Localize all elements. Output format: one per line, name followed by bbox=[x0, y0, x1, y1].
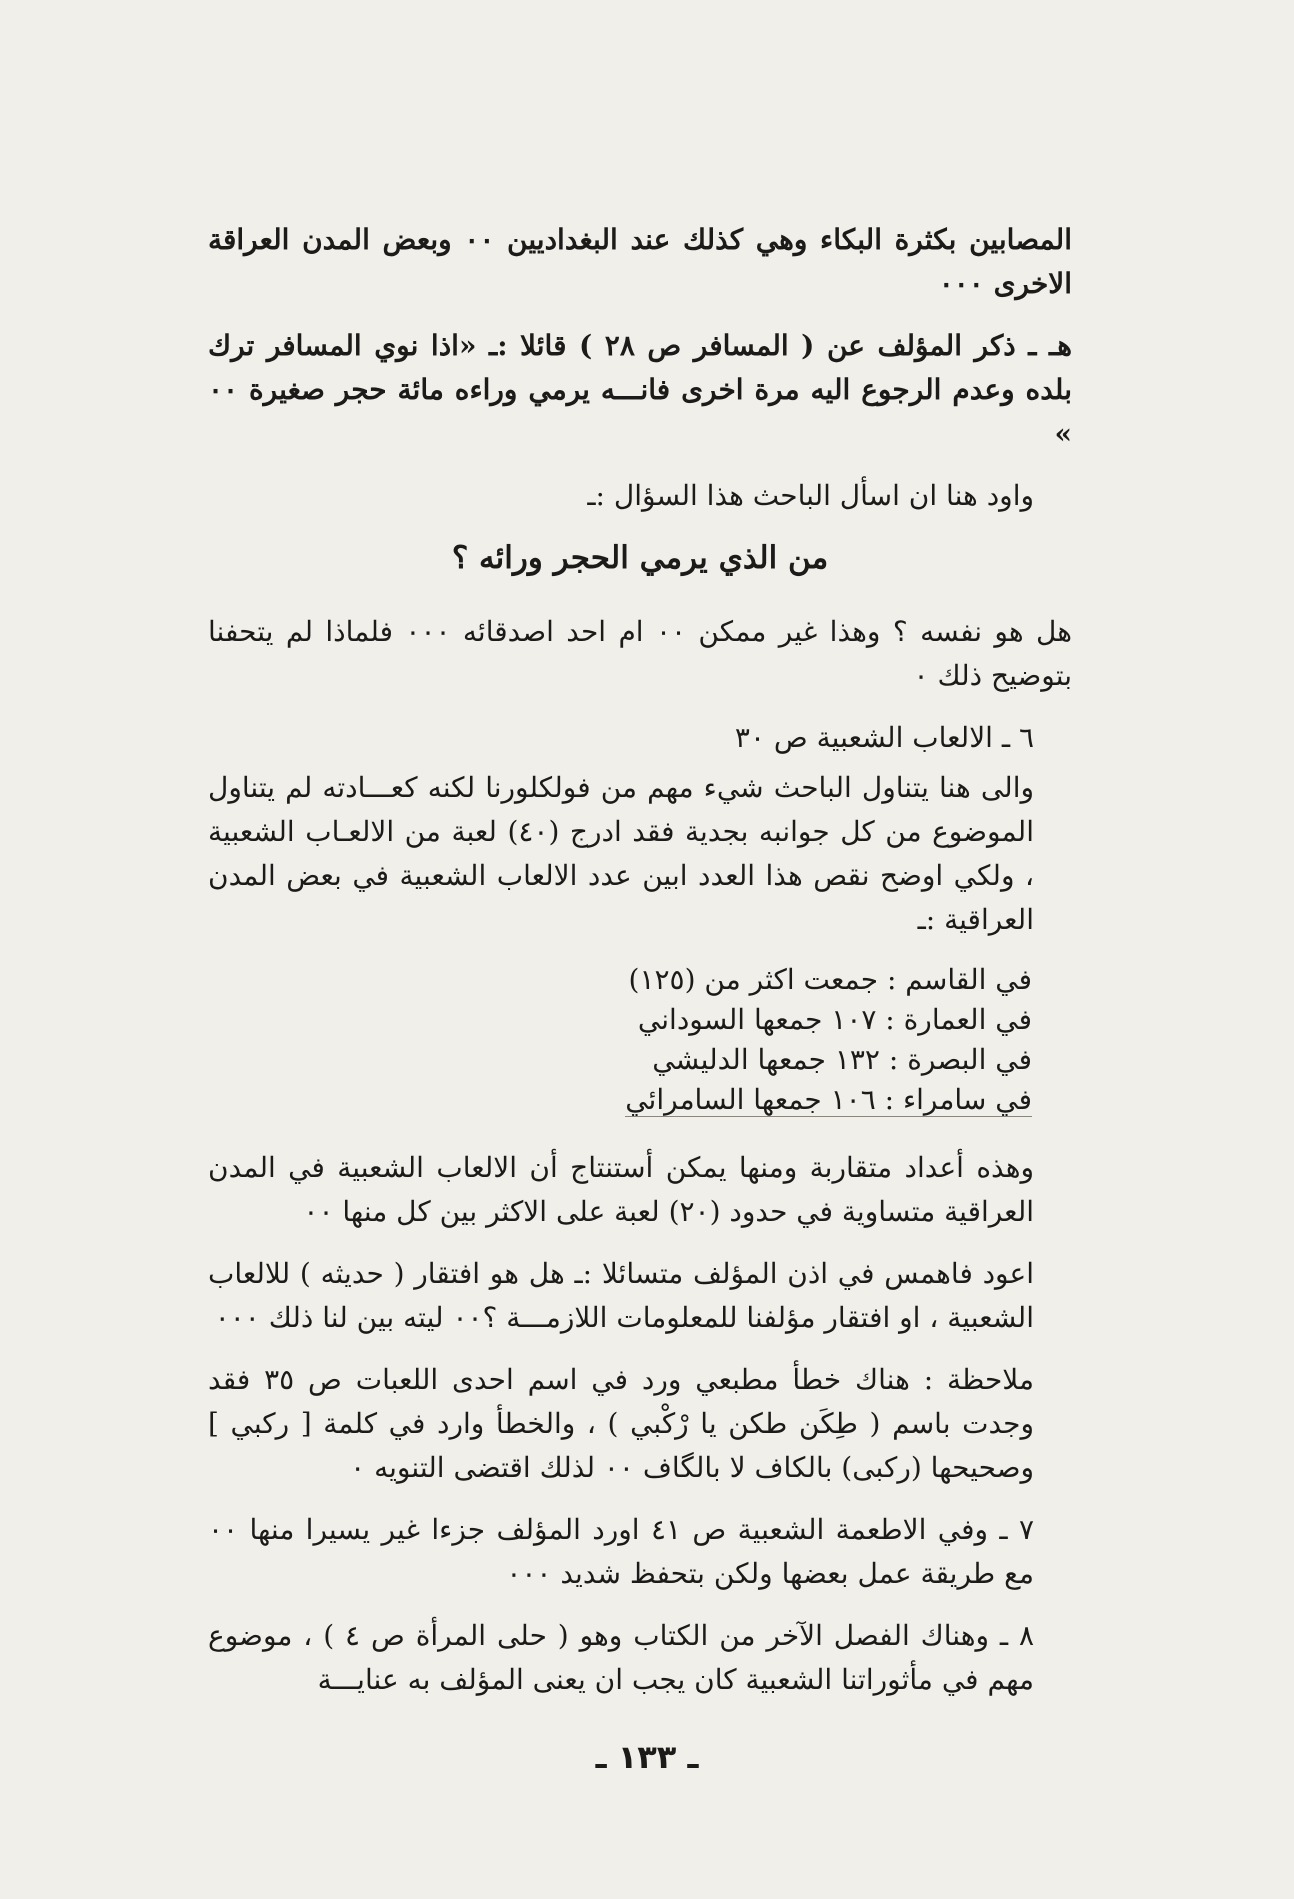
list-item: في البصرة : ١٣٢ جمعها الدليشي bbox=[652, 1043, 1032, 1076]
paragraph-9: ٧ ـ وفي الاطعمة الشعبية ص ٤١ اورد المؤلف جزءا غير يسيرا منها ٠٠ مع طريقة عمل بعضها ولكن بتحفظ شديد ٠٠٠ bbox=[208, 1513, 1034, 1590]
paragraph-2-quote: هـ ـ ذكر المؤلف عن ( المسافر ص ٢٨ ) قائلا :ـ «اذا نوي المسافر ترك بلده وعدم الرجوع اليه مرة اخرى فانـــه يرمي وراءه مائة حجر صغيرة ٠٠ » bbox=[208, 329, 1072, 450]
paragraph-6: وهذه أعداد متقاربة ومنها يمكن أستنتاج أن الالعاب الشعبية في المدن العراقية متساوية في حدود (٢٠) لعبة على الاكثر بين كل منها ٠٠ bbox=[208, 1151, 1034, 1228]
question-heading: من الذي يرمي الحجر ورائه ؟ bbox=[451, 540, 829, 576]
paragraph-4: هل هو نفسه ؟ وهذا غير ممكن ٠٠ ام احد اصدقائه ٠٠٠ فلماذا لم يتحفنا بتوضيح ذلك ٠ bbox=[208, 615, 1072, 692]
section-heading-6: ٦ ـ الالعاب الشعبية ص ٣٠ bbox=[734, 721, 1034, 754]
list-item: في العمارة : ١٠٧ جمعها السوداني bbox=[637, 1003, 1032, 1036]
paragraph-3: واود هنا ان اسأل الباحث هذا السؤال :ـ bbox=[587, 479, 1034, 512]
games-count-list bbox=[208, 960, 1072, 1120]
paragraph-10: ٨ ـ وهناك الفصل الآخر من الكتاب وهو ( حلى المرأة ص ٤ ) ، موضوع مهم في مأثوراتنا الشعبية كان يجب ان يعنى المؤلف به عنايـــة bbox=[208, 1619, 1034, 1696]
note-paragraph: ملاحظة : هناك خطأ مطبعي ورد في اسم احدى اللعبات ص ٣٥ فقد وجدت باسم ( طِكَن طكن يا رْكْبي ) ، والخطأ وارد في كلمة [ ركبي ] وصحيحها (ركبى) بالكاف لا بالگاف ٠٠ لذلك اقتضى التنويه ٠ bbox=[208, 1363, 1034, 1484]
paragraph-1: المصابين بكثرة البكاء وهي كذلك عند البغداديين ٠٠ وبعض المدن العراقة الاخرى ٠٠٠ bbox=[208, 223, 1072, 300]
list-item: في سامراء : ١٠٦ جمعها السامرائي bbox=[625, 1083, 1032, 1116]
paragraph-5: والى هنا يتناول الباحث شيء مهم من فولكلورنا لكنه كعـــادته لم يتناول الموضوع من كل جوانبه بجدية فقد ادرج (٤٠) لعبة من الالعـاب الشعبية ، ولكي اوضح نقص هذا العدد ابين عدد الالعاب الشعبية في بعض المدن العراقية :ـ bbox=[208, 771, 1034, 936]
paragraph-7: اعود فاهمس في اذن المؤلف متسائلا :ـ هل هو افتقار ( حديثه ) للالعاب الشعبية ، او افتقار مؤلفنا للمعلومات اللازمـــة ؟٠٠ ليته بين لنا ذلك ٠٠٠ bbox=[208, 1257, 1034, 1334]
page-number: ـ ١٣٣ ـ bbox=[595, 1738, 699, 1776]
document-page bbox=[208, 218, 1072, 1720]
list-item: في القاسم : جمعت اكثر من (١٢٥) bbox=[628, 963, 1032, 996]
